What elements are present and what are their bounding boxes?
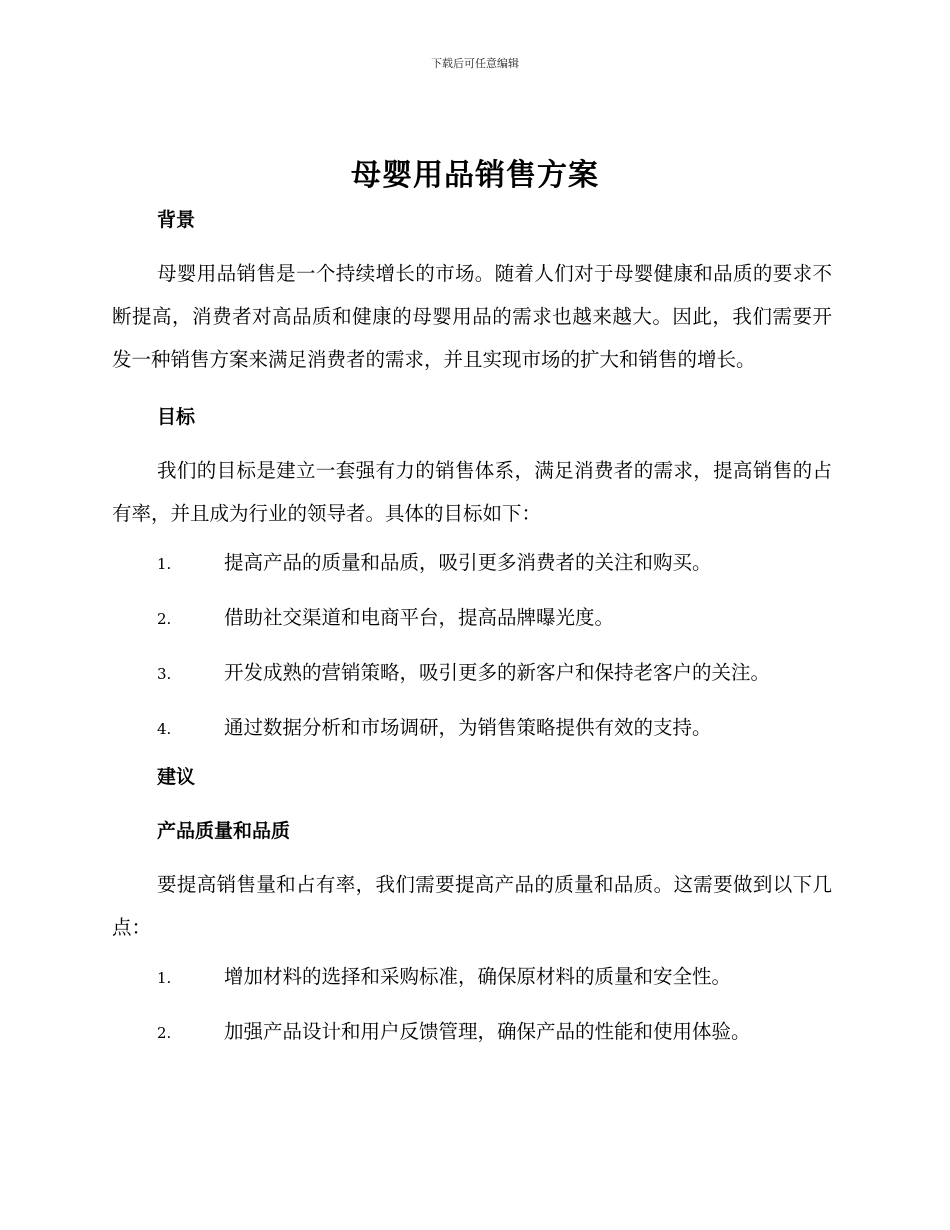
heading-goals: 目标 [157, 406, 196, 428]
list-text: 加强产品设计和用户反馈管理，确保产品的性能和使用体验。 [224, 1020, 751, 1043]
heading-background: 背景 [157, 209, 196, 231]
list-text: 增加材料的选择和采购标准，确保原材料的质量和安全性。 [224, 965, 732, 988]
list-number: 4. [157, 720, 172, 738]
list-text: 通过数据分析和市场调研，为销售策略提供有效的支持。 [224, 716, 712, 739]
paragraph-quality: 要提高销售量和占有率，我们需要提高产品的质量和品质。这需要做到以下几点： [112, 873, 832, 939]
list-text: 开发成熟的营销策略，吸引更多的新客户和保持老客户的关注。 [224, 661, 771, 684]
list-number: 1. [157, 969, 172, 987]
list-item [112, 1004, 832, 1059]
header-note: 下载后可任意编辑 [431, 57, 519, 70]
document-body [112, 198, 832, 1059]
list-item [112, 590, 832, 645]
list-number: 2. [157, 1024, 172, 1042]
list-number: 1. [157, 555, 172, 573]
page-title: 母婴用品销售方案 [351, 158, 599, 193]
goals-list [112, 535, 832, 755]
list-item [112, 645, 832, 700]
list-number: 2. [157, 610, 172, 628]
list-item [112, 700, 832, 755]
paragraph-goals: 我们的目标是建立一套强有力的销售体系，满足消费者的需求，提高销售的占有率，并且成为行业的领导者。具体的目标如下： [112, 459, 832, 525]
quality-list [112, 949, 832, 1059]
heading-quality: 产品质量和品质 [157, 820, 291, 842]
list-item [112, 949, 832, 1004]
heading-suggestions: 建议 [157, 766, 196, 788]
list-text: 提高产品的质量和品质，吸引更多消费者的关注和购买。 [224, 551, 712, 574]
list-item [112, 535, 832, 590]
paragraph-background: 母婴用品销售是一个持续增长的市场。随着人们对于母婴健康和品质的要求不断提高，消费者对高品质和健康的母婴用品的需求也越来越大。因此，我们需要开发一种销售方案来满足消费者的需求，并且实现市场的扩大和销售的增长。 [112, 262, 832, 371]
list-number: 3. [157, 665, 172, 683]
list-text: 借助社交渠道和电商平台，提高品牌曝光度。 [224, 606, 615, 629]
